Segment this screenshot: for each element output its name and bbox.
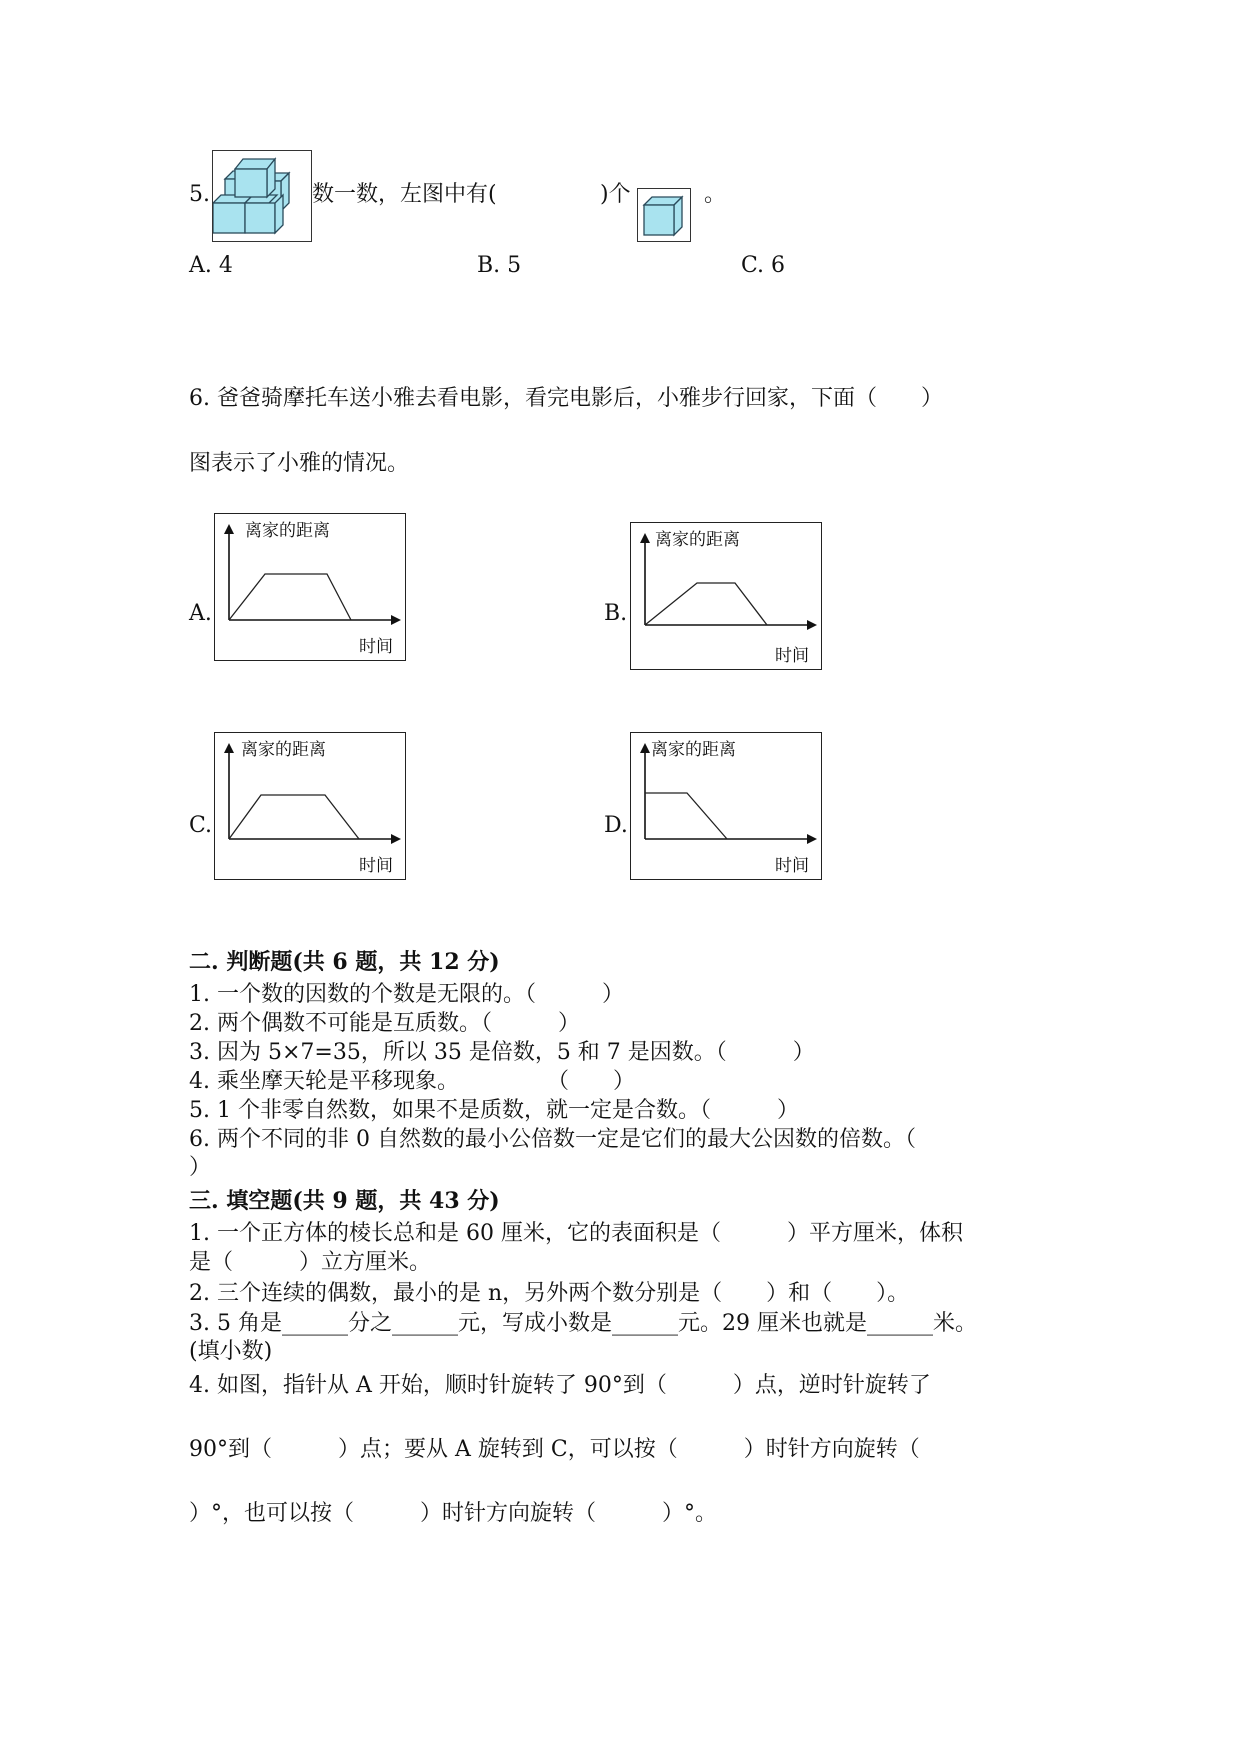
section3-item-3: 3. 5 角是______分之______元，写成小数是______元。29 厘米也就是______米。 — [189, 1311, 977, 1336]
graph-b-ylabel: 离家的距离 — [655, 530, 740, 550]
graph-b — [630, 522, 822, 670]
q6-line1: 6. 爸爸骑摩托车送小雅去看电影，看完电影后，小雅步行回家，下面（ ） — [189, 386, 943, 411]
q5-number: 5. — [189, 182, 210, 207]
section2-title: 二. 判断题(共 6 题，共 12 分) — [189, 949, 500, 975]
graph-b-xlabel: 时间 — [775, 646, 809, 666]
graph-d-ylabel: 离家的距离 — [651, 740, 736, 760]
q5-text-before: 数一数，左图中有( — [312, 182, 497, 207]
graph-d-xlabel: 时间 — [775, 856, 809, 876]
q5-end: 。 — [704, 182, 727, 207]
graph-a-ylabel: 离家的距离 — [245, 521, 330, 541]
section3-title: 三. 填空题(共 9 题，共 43 分) — [189, 1188, 500, 1214]
graph-c — [214, 732, 406, 880]
section3-item-4-line3: ）°，也可以按（ ）时针方向旋转（ ）°。 — [189, 1501, 718, 1526]
section3-item-1-cont: 是（ ）立方厘米。 — [189, 1250, 432, 1275]
q6-option-d-label: D. — [604, 813, 628, 838]
q5-text-after: )个 — [600, 182, 631, 207]
graph-c-ylabel: 离家的距离 — [241, 740, 326, 760]
single-cube-image — [637, 188, 691, 242]
section3-item-2: 2. 三个连续的偶数，最小的是 n，另外两个数分别是（ ）和（ ）。 — [189, 1281, 910, 1306]
graph-a — [214, 513, 406, 661]
section2-item-5: 5. 1 个非零自然数，如果不是质数，就一定是合数。（ ） — [189, 1098, 799, 1123]
q5-option-a: A. 4 — [189, 253, 233, 278]
section2-item-6-cont: ） — [189, 1155, 212, 1180]
section2-item-1: 1. 一个数的因数的个数是无限的。（ ） — [189, 982, 624, 1007]
section2-item-6: 6. 两个不同的非 0 自然数的最小公倍数一定是它们的最大公因数的倍数。（ — [189, 1127, 916, 1152]
q5-option-c: C. 6 — [741, 253, 786, 278]
section2-item-2: 2. 两个偶数不可能是互质数。（ ） — [189, 1011, 580, 1036]
graph-a-xlabel: 时间 — [359, 637, 393, 657]
section2-item-3: 3. 因为 5×7=35，所以 35 是倍数，5 和 7 是因数。（ ） — [189, 1040, 815, 1065]
q6-option-c-label: C. — [189, 813, 213, 838]
section3-item-4: 4. 如图，指针从 A 开始，顺时针旋转了 90°到（ ）点，逆时针旋转了 — [189, 1373, 931, 1398]
section2-item-4: 4. 乘坐摩天轮是平移现象。 （ ） — [189, 1069, 635, 1094]
cube-stack-image — [212, 150, 312, 242]
q6-line2: 图表示了小雅的情况。 — [189, 451, 410, 476]
section3-item-3-cont: (填小数) — [189, 1339, 273, 1364]
q5-option-b: B. 5 — [477, 253, 522, 278]
graph-d — [630, 732, 822, 880]
section3-item-1: 1. 一个正方体的棱长总和是 60 厘米，它的表面积是（ ）平方厘米，体积 — [189, 1221, 963, 1246]
graph-c-xlabel: 时间 — [359, 856, 393, 876]
section3-item-4-line2: 90°到（ ）点；要从 A 旋转到 C，可以按（ ）时针方向旋转（ — [189, 1437, 920, 1462]
q6-option-b-label: B. — [604, 601, 628, 626]
q6-option-a-label: A. — [189, 601, 212, 626]
